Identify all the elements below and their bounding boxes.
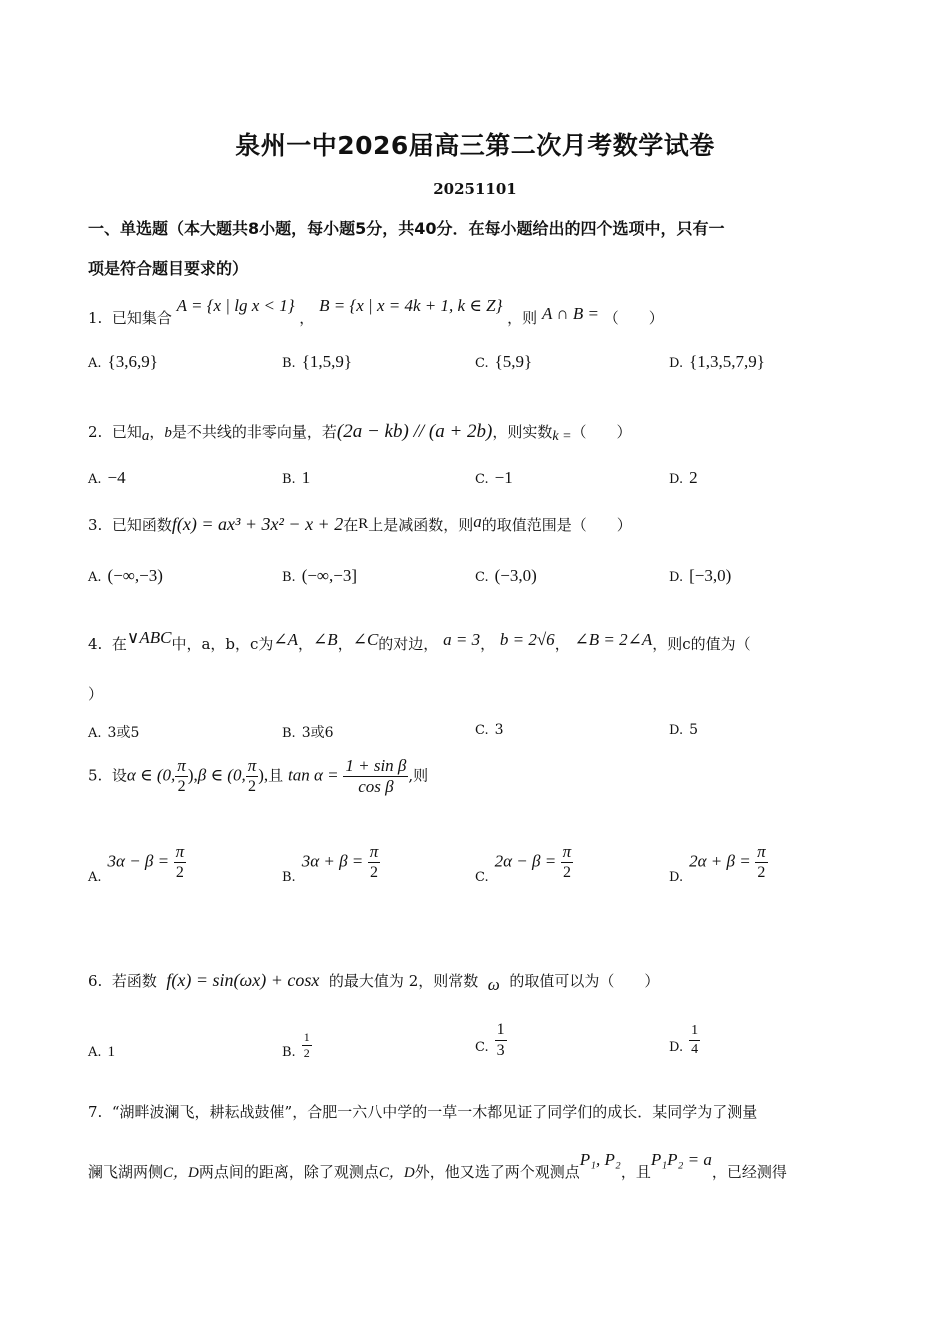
question-4-cont: ）	[88, 685, 104, 703]
question-1: 1. 已知集合 A = {x | lg x < 1} ， B = {x | x = 4k + 1, k ∈ Z} ，则 A ∩ B = （ ）	[88, 296, 664, 327]
q2-option-b[interactable]: B. 1	[282, 468, 311, 487]
q3-option-d[interactable]: D. [−3,0)	[669, 566, 732, 585]
question-2: 2. 已知a，b是不共线的非零向量，若(2a − kb) // (a + 2b)，则实数k =（ ）	[88, 421, 632, 444]
function-expr: f(x) = sin(ωx) + cosx	[166, 970, 320, 990]
question-7-line2: 澜飞湖两侧C，D两点间的距离，除了观测点C，D外，他又选了两个观测点P₁, P₂，且P₁P₂ = a，已经测得	[88, 1150, 787, 1181]
q4-option-b[interactable]: B. 3或6	[282, 725, 334, 741]
function-expr: f(x) = ax³ + 3x² − x + 2	[171, 514, 344, 534]
q1-option-c[interactable]: C. {5,9}	[475, 352, 533, 371]
q2-option-a[interactable]: A. −4	[88, 468, 126, 487]
question-7-line1: 7. “湖畔波澜飞，耕耘战鼓催”，合肥一六八中学的一草一木都见证了同学们的成长．某同学为了测量	[88, 1103, 758, 1121]
q6-option-b[interactable]: B. $\frac{1}{2}$	[282, 1030, 310, 1060]
q1-option-b[interactable]: B. {1,5,9}	[282, 352, 353, 371]
question-3: 3. 已知函数f(x) = ax³ + 3x² − x + 2在R上是减函数，则a的取值范围是（ ）	[88, 512, 632, 534]
exam-date: 20251101	[433, 180, 517, 198]
q6-option-c[interactable]: C. $\frac{1}{3}$	[475, 1021, 505, 1059]
q1-option-a[interactable]: A. {3,6,9}	[88, 352, 158, 371]
set-b: B = {x | x = 4k + 1, k ∈ Z}	[319, 296, 503, 315]
q5-option-d[interactable]: D.2α + β = $\frac{\pi}{2}$	[669, 842, 766, 885]
q3-option-b[interactable]: B. (−∞,−3]	[282, 566, 358, 585]
q2-option-d[interactable]: D. 2	[669, 468, 698, 487]
q4-option-a[interactable]: A. 3或5	[88, 725, 140, 741]
intersection-expr: A ∩ B =	[541, 304, 599, 323]
question-5: 5. 设α ∈ (0, $\frac{\pi}{2}$ ),β ∈ (0, $\frac{\pi}{2}$ ),且 tan α = $\frac{\text{1 + sin β}}{\text{cos β}}$ ,则	[88, 756, 429, 796]
section-heading-line1: 一、单选题（本大题共8小题，每小题5分，共40分．在每小题给出的四个选项中，只有一	[88, 219, 725, 238]
q5-option-b[interactable]: B.3α + β = $\frac{\pi}{2}$	[282, 842, 379, 885]
q2-option-c[interactable]: C. −1	[475, 468, 513, 487]
page-title: 泉州一中2026届高三第二次月考数学试卷	[235, 131, 715, 160]
question-4: 4. 在∨ABC中，a，b，c为∠A，∠B，∠C的对边， a = 3， b = 2√6， ∠B = 2∠A，则c的值为（	[88, 628, 751, 653]
q5-option-a[interactable]: A.3α − β = $\frac{\pi}{2}$	[88, 842, 185, 885]
q6-option-a[interactable]: A. 1	[88, 1044, 116, 1060]
q6-option-d[interactable]: D. $\frac{1}{4}$	[669, 1023, 699, 1057]
q4-option-d[interactable]: D. 5	[669, 722, 699, 738]
question-6: 6. 若函数 f(x) = sin(ωx) + cosx 的最大值为 2，则常数 ω 的取值可以为（ ）	[88, 970, 660, 994]
q5-option-c[interactable]: C.2α − β = $\frac{\pi}{2}$	[475, 842, 572, 885]
q3-option-a[interactable]: A. (−∞,−3)	[88, 566, 163, 585]
q4-option-c[interactable]: C. 3	[475, 722, 504, 738]
q1-option-d[interactable]: D. {1,3,5,7,9}	[669, 352, 765, 371]
set-a: A = {x | lg x < 1}	[176, 296, 295, 315]
section-heading-line2: 项是符合题目要求的）	[88, 259, 249, 278]
q3-option-c[interactable]: C. (−3,0)	[475, 566, 537, 585]
parallel-expr: (2a − kb) // (a + 2b)	[336, 421, 493, 442]
